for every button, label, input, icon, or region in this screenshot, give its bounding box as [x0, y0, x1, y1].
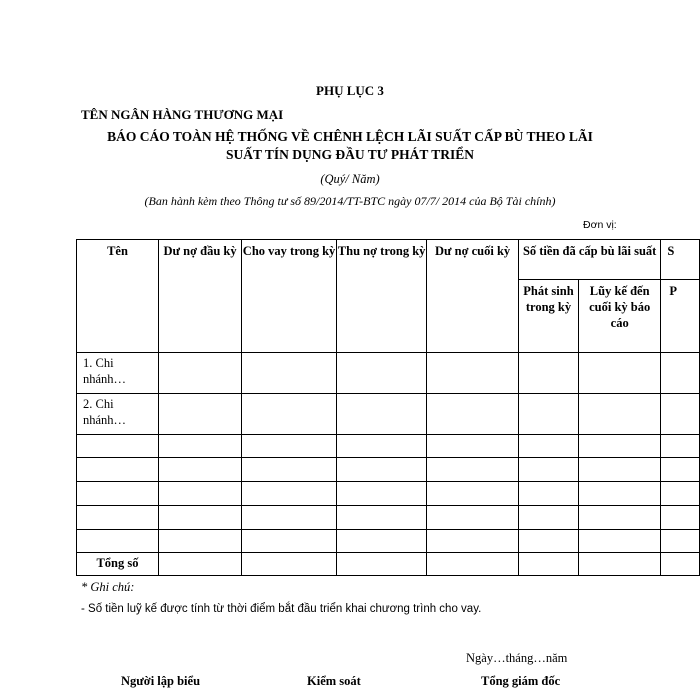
empty-cell [337, 353, 427, 394]
table-row [77, 482, 700, 506]
empty-cell [242, 458, 337, 482]
report-period: (Quý/ Năm) [320, 172, 380, 186]
total-label: Tổng số [77, 553, 159, 576]
row-name-cell [77, 506, 159, 530]
report-title-line2: SUẤT TÍN DỤNG ĐẦU TƯ PHÁT TRIỂN [225, 147, 475, 162]
header-subsidy-group: Số tiền đã cấp bù lãi suất [518, 240, 660, 280]
empty-cell [337, 530, 427, 553]
empty-cell [427, 506, 519, 530]
empty-cell [427, 482, 519, 506]
report-table [76, 239, 700, 576]
total-row [77, 553, 700, 576]
table-row [77, 506, 700, 530]
table-row [77, 394, 700, 435]
empty-cell [242, 482, 337, 506]
header-opening-balance: Dư nợ đầu kỳ [158, 240, 241, 353]
empty-cell [518, 458, 578, 482]
empty-cell [427, 353, 519, 394]
header-cut-sub: P [661, 280, 700, 353]
row-name-cell [77, 530, 159, 553]
header-lending: Cho vay trong kỳ [242, 240, 337, 353]
empty-cell [158, 458, 241, 482]
empty-cell [158, 506, 241, 530]
empty-cell [242, 435, 337, 458]
empty-cell [427, 458, 519, 482]
empty-cell [158, 482, 241, 506]
signature-preparer: Người lập biểu [121, 674, 201, 688]
row-name-cell: 1. Chi nhánh… [77, 353, 159, 394]
row-name-cell [77, 458, 159, 482]
empty-cell [518, 353, 578, 394]
table-row [77, 458, 700, 482]
signature-date: Ngày…tháng…năm [466, 651, 568, 665]
signature-controller: Kiểm soát [307, 674, 361, 688]
empty-cell [579, 394, 661, 435]
empty-cell [242, 353, 337, 394]
row-name-cell [77, 435, 159, 458]
header-name: Tên [77, 240, 159, 353]
empty-cell [427, 394, 519, 435]
header-collection: Thu nợ trong kỳ [337, 240, 427, 353]
table-row [77, 435, 700, 458]
empty-cell [661, 435, 700, 458]
header-closing-balance: Dư nợ cuối kỳ [427, 240, 519, 353]
empty-cell [337, 506, 427, 530]
empty-cell [158, 394, 241, 435]
empty-cell [337, 435, 427, 458]
empty-cell [579, 482, 661, 506]
empty-cell [579, 530, 661, 553]
empty-cell [661, 482, 700, 506]
empty-cell [427, 435, 519, 458]
empty-cell [158, 530, 241, 553]
empty-cell [427, 530, 519, 553]
empty-cell [337, 482, 427, 506]
bank-name: TÊN NGÂN HÀNG THƯƠNG MẠI [81, 107, 284, 122]
empty-cell [518, 435, 578, 458]
empty-cell [518, 506, 578, 530]
empty-cell [518, 530, 578, 553]
empty-cell [518, 394, 578, 435]
signature-director: Tổng giám đốc [481, 674, 561, 688]
table-body [77, 353, 700, 553]
row-name-cell: 2. Chi nhánh… [77, 394, 159, 435]
empty-cell [337, 458, 427, 482]
table-row [77, 353, 700, 394]
empty-cell [579, 458, 661, 482]
note-label: * Ghi chú: [81, 580, 135, 594]
empty-cell [661, 394, 700, 435]
row-name-cell [77, 482, 159, 506]
header-sub-incurred: Phát sinh trong kỳ [518, 280, 578, 353]
empty-cell [158, 435, 241, 458]
empty-cell [242, 394, 337, 435]
appendix-label: PHỤ LỤC 3 [316, 83, 384, 98]
empty-cell [661, 458, 700, 482]
note-text: - Số tiền luỹ kế được tính từ thời điểm bắt đầu triển khai chương trình cho vay. [81, 603, 482, 615]
empty-cell [661, 353, 700, 394]
table-row [77, 530, 700, 553]
issued-by-note: (Ban hành kèm theo Thông tư số 89/2014/TT-BTC ngày 07/7/ 2014 của Bộ Tài chính) [144, 194, 556, 208]
empty-cell [337, 394, 427, 435]
empty-cell [661, 530, 700, 553]
empty-cell [242, 506, 337, 530]
header-sub-cumulative: Lũy kế đến cuối kỳ báo cáo [579, 280, 661, 353]
unit-label: Đơn vị: [583, 219, 617, 231]
empty-cell [242, 530, 337, 553]
header-cut-group: S [661, 240, 700, 280]
empty-cell [579, 506, 661, 530]
empty-cell [579, 353, 661, 394]
empty-cell [518, 482, 578, 506]
empty-cell [158, 353, 241, 394]
report-title-line1: BÁO CÁO TOÀN HỆ THỐNG VỀ CHÊNH LỆCH LÃI SUẤT CẤP BÙ THEO LÃI [107, 129, 593, 144]
empty-cell [579, 435, 661, 458]
empty-cell [661, 506, 700, 530]
